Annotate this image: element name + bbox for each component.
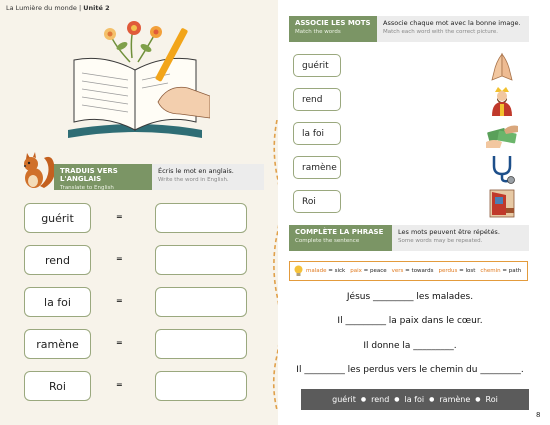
translate-word: rend (44, 253, 70, 267)
left-page (0, 0, 272, 425)
complete-section-header (289, 225, 529, 251)
translate-word-box (24, 371, 91, 401)
equals-sign: = (116, 254, 123, 263)
fill-in-sentence[interactable]: Il _________ les perdus vers le chemin du _________. (296, 365, 524, 375)
match-word: rend (302, 94, 323, 105)
hint-english: towards (411, 268, 434, 274)
match-word: ramène (302, 162, 337, 173)
translate-word-box (24, 329, 91, 359)
equals-sign: = (116, 296, 123, 305)
fill-in-sentence[interactable]: Il donne la _________. (363, 341, 457, 351)
translate-title-block (54, 164, 152, 190)
match-instruction-block (377, 16, 529, 42)
translate-word: Roi (49, 379, 66, 393)
match-word: guérit (302, 60, 329, 71)
open-door-icon[interactable] (486, 188, 518, 218)
bullet-icon: ● (360, 396, 367, 403)
translate-word-box (24, 245, 91, 275)
hint-english: lost (465, 268, 476, 274)
match-instruction: Associe chaque mot avec la bonne image. (383, 19, 521, 27)
translate-instruction: Écris le mot en anglais. (158, 167, 234, 175)
complete-instruction: Les mots peuvent être répétés. (398, 228, 500, 236)
match-subtitle: Match the words (295, 29, 341, 35)
equals-sign: = (116, 380, 123, 389)
complete-instruction-block (392, 225, 529, 251)
page-number: 8 (536, 411, 541, 419)
translation-answer-box[interactable] (155, 371, 247, 401)
hint-english: path (508, 268, 522, 274)
translate-instruction-block (152, 164, 264, 190)
translate-word: guérit (41, 211, 74, 225)
match-word-box[interactable] (293, 88, 341, 111)
translate-word: la foi (44, 295, 71, 309)
stethoscope-icon[interactable] (486, 154, 518, 184)
word-bank-item: ramène (439, 395, 471, 404)
running-header (6, 4, 110, 12)
complete-title: COMPLÈTE LA PHRASE (295, 228, 384, 236)
match-word-box[interactable] (293, 190, 341, 213)
translate-title: TRADUIS VERS L'ANGLAIS (60, 167, 118, 183)
complete-title-block (289, 225, 392, 251)
hint-english: sick (334, 268, 346, 274)
hint-french: vers (391, 268, 404, 274)
translation-answer-box[interactable] (155, 329, 247, 359)
match-instruction-en: Match each word with the correct picture. (383, 29, 498, 35)
fill-in-sentence[interactable]: Jésus _________ les malades. (346, 292, 474, 302)
unit-label: Unité 2 (83, 4, 110, 12)
header-separator: | (76, 4, 84, 12)
word-bank-item: guérit (332, 395, 356, 404)
lightbulb-icon (293, 265, 304, 277)
match-title-block (289, 16, 377, 42)
translation-answer-box[interactable] (155, 245, 247, 275)
translate-section-header (54, 164, 264, 190)
word-bank (301, 389, 529, 410)
squirrel-icon (20, 150, 58, 190)
translate-instruction-en: Write the word in English. (158, 177, 229, 183)
fill-in-sentence[interactable]: Il _________ la paix dans le cœur. (337, 316, 483, 326)
bullet-icon: ● (429, 396, 435, 403)
hint-english: peace (370, 268, 387, 274)
bullet-icon: ● (394, 396, 400, 403)
match-word-box[interactable] (293, 54, 341, 77)
word-bank-item: Roi (485, 395, 498, 404)
book-title: La Lumière du monde (6, 4, 77, 12)
translation-answer-box[interactable] (155, 203, 247, 233)
writing-book-illustration (60, 18, 210, 150)
money-exchange-icon[interactable] (486, 120, 518, 150)
match-word: la foi (302, 128, 325, 139)
equals-sign: = (116, 212, 123, 221)
match-title: ASSOCIE LES MOTS (295, 19, 371, 27)
hint-french: paix (350, 268, 362, 274)
king-icon[interactable] (486, 86, 518, 116)
match-word: Roi (302, 196, 316, 207)
translate-word: ramène (36, 337, 79, 351)
complete-instruction-en: Some words may be repeated. (398, 238, 483, 244)
match-word-box[interactable] (293, 156, 341, 179)
match-word-box[interactable] (293, 122, 341, 145)
translate-subtitle: Translate to English (60, 185, 114, 191)
hint-french: perdus (438, 268, 458, 274)
hint-french: malade (306, 268, 327, 274)
translate-word-box (24, 203, 91, 233)
complete-subtitle: Complete the sentence (295, 238, 360, 244)
translate-word-box (24, 287, 91, 317)
hint-french: chemin (480, 268, 501, 274)
bullet-icon: ● (475, 396, 481, 403)
word-bank-item: la foi (404, 395, 425, 404)
vocabulary-hint-box: malade = sick paix = peace vers = towards perdus = lost chemin = path (289, 261, 528, 281)
praying-hands-icon[interactable] (486, 52, 518, 82)
word-bank-item: rend (371, 395, 390, 404)
translation-answer-box[interactable] (155, 287, 247, 317)
equals-sign: = (116, 338, 123, 347)
match-section-header (289, 16, 529, 42)
